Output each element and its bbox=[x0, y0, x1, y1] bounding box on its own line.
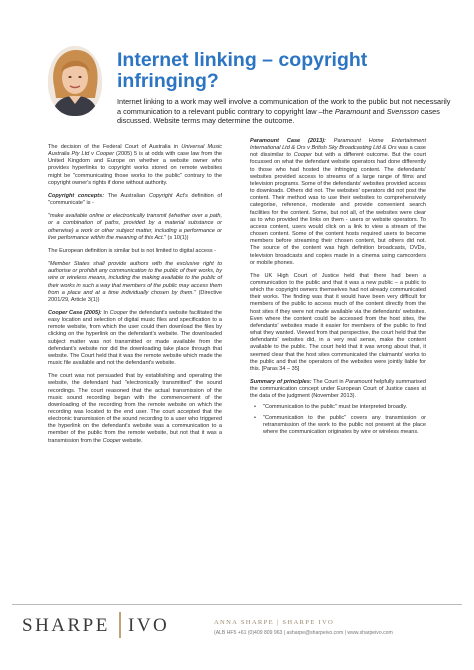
brand-logo-sharpe: SHARPE bbox=[22, 615, 110, 636]
page-title: Internet linking – copyright infringing? bbox=[117, 49, 368, 92]
list-item: • "Communication to the public" covers any transmission or retransmission of the work to the public not present at the place where the communication originates by wire or wireless means. bbox=[250, 415, 426, 436]
footer-firm-names: ANNA SHARPE | SHARPE IVO bbox=[214, 619, 335, 626]
brand-logo-divider bbox=[119, 612, 121, 638]
list-item: • "Communication to the public" must be interpreted broadly. bbox=[250, 404, 426, 411]
left-column bbox=[48, 144, 222, 451]
european-definition-intro: The European definition is similar but is not limited to digital access - bbox=[48, 247, 217, 254]
cooper-intro-paragraph: The decision of the Federal Court of Australia in Universal Music Australia Pty Ltd v Cooper (2005) 5 is at odds with case law from the United Kingdom and Europe on whether a website owner who provides hyperlinks to copyright works stored on remote websites might be "communicating those works to the public" contrary to the copyright owner's rights if done without authority. bbox=[48, 144, 223, 186]
footer-divider bbox=[12, 604, 462, 605]
paramount-case-paragraph: Paramount Case (2013): Paramount Home Entertainment International Ltd & Ors v British Sky Broadcasting Ltd & Ors was a case not dissimilar to Cooper but with a different outcome. But the court focussed on what the defendant website operators had done differently to those who had hosted the infringing content. The defendants' websites provided access to streams of a large range of films and television programs. Some of the defendants' websites provided access to downloads. Others did not. The websites' operators did not post the content. Their method was to use their websites to comprehensively categorise, reference, moderate and provide convenient search facilities for the content. Some, but not all, of the websites were clear as to who provided the links on them - users or website operators. To access content, users would click on a link to view a stream of the chosen content. Some of the content hosts required users to become members before streaming their chosen content, but others did not. The source of the content was high definition broadcasts, DVDs, television broadcasts and copies made in a cinema using camcorders or mobile phones. bbox=[250, 138, 427, 266]
cooper-reasoning-paragraph: The court was not persuaded that by establishing and operating the website, the defendant had "electronically transmitted" the sound recordings. The court reasoned that the actual transmission of the music sound recording began with the commencement of the downloading of the recording from the remote website on which the recording was located to the end user. The court accepted that the electronic transmission of the sound recording to a user who triggered the hyperlink on the defendant's website was a communication to a member of the public from the remote website, but not that it was a transmission from the Cooper website. bbox=[48, 373, 222, 444]
cooper-case-paragraph: Cooper Case (2005): In Cooper the defendant's website facilitated the easy location and selection of digital music files and specification to a remote website, from which the user could then download the files by clicking on the hyperlink on the defendant's website. The downloaded subject matter was not transmitted or made available from the defendant's website nor did the downloading take place through that website. The Court held that it was the remote website which made the music file available and not the defendant's website. bbox=[48, 309, 222, 367]
european-definition-quote: "Member States shall provide authors with the exclusive right to authorise or prohibit any communication to the public of their works, by wire or wireless means, including the making available to the public of their works in such a way that members of the public may access them from a place and at a time individually chosen by them." (Directive 2001/29, Article 3(1)) bbox=[48, 261, 223, 303]
footer-contact-details: (ALB HF5 +61 (0)409 809 963 | asharpe@sharpeivo.com | www.sharpeivo.com bbox=[214, 630, 393, 636]
author-portrait bbox=[48, 46, 102, 116]
australian-definition-quote: "make available online or electronically transmit (whether over a path, or a combination of paths, provided by a material substance or otherwise) a work or other subject matter, including a performance or live performance within the meaning of this Act." (s 10(1)) bbox=[48, 213, 222, 241]
intro-summary: Internet linking to a work may well involve a communication of the work to the public but not necessarily a communication to a relevant public contrary to copyright law –the Paramount and Svensson cases discussed. Website terms may determine the outcome. bbox=[117, 97, 451, 126]
right-column bbox=[250, 138, 426, 439]
copyright-concepts-paragraph: Copyright concepts: The Australian Copyright Act's definition of "communicate" is - bbox=[48, 192, 222, 207]
uk-high-court-paragraph: The UK High Court of Justice held that there had been a communication to the public and that it was a new public – a public to which the copyright owners themselves had not already communicated their works. The finding was that it would have been very difficult for members of the public to access much of the content directly from the host sites if they were not made available via the defendants' websites. Even where the content could be accessed from the host sites, the defendants' websites made it easier for members of the public to find what they wanted. Viewed from that perspective, the court held that the defendants' websites did, in a very real sense, make the content available to the public. The court held that it was wrong about that, it seemed clear that the host sites communicated the claimants' works to the public and that the operators of the websites were jointly liable for this. [Paras 34 – 35] bbox=[250, 272, 426, 372]
summary-principles-paragraph: Summary of principles: The Court in Paramount helpfully summarised the communication concept under European Court of Justice cases at the data of the judgment (November 2013). bbox=[250, 379, 426, 400]
principles-list bbox=[250, 404, 426, 436]
brand-logo-ivo: IVO bbox=[128, 615, 170, 636]
